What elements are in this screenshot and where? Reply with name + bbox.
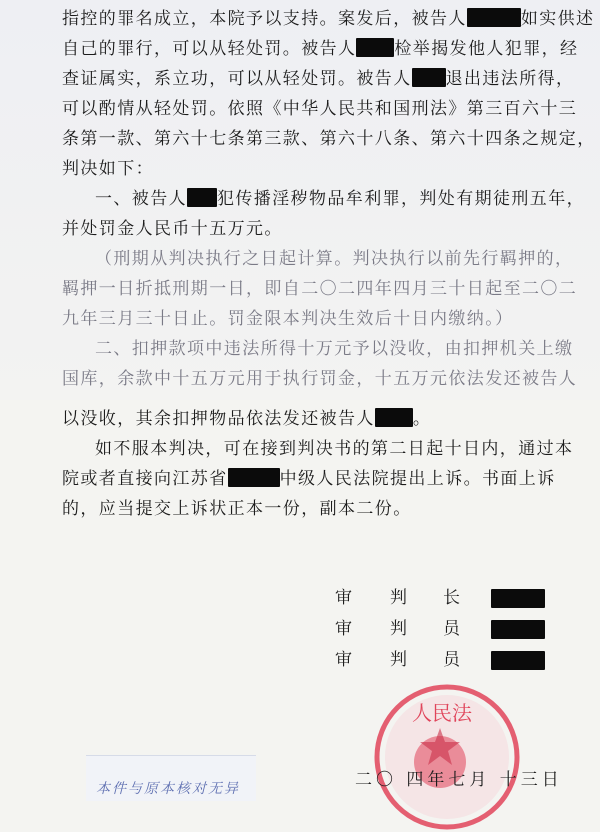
redaction-box bbox=[491, 651, 545, 670]
paragraph-line bbox=[62, 308, 514, 330]
signature-char: 判 bbox=[390, 619, 407, 639]
line-text: 检举揭发他人犯罪，经 bbox=[394, 39, 579, 59]
signature-char: 审 bbox=[335, 619, 352, 639]
paragraph-line bbox=[62, 408, 431, 430]
line-text: 二、扣押款项中违法所得十万元予以没收，由扣押机关上缴 bbox=[95, 339, 574, 359]
redaction-box bbox=[228, 468, 280, 487]
line-text: 如实供述 bbox=[520, 9, 595, 29]
line-text: 院或者直接向江苏省 bbox=[62, 469, 228, 489]
paragraph-line bbox=[62, 98, 577, 120]
line-text: 犯传播淫秽物品牟利罪，判处有期徒刑五年， bbox=[217, 189, 585, 209]
redaction-box bbox=[491, 589, 545, 608]
line-text: 的，应当提交上诉状正本一份，副本二份。 bbox=[62, 499, 412, 519]
paragraph-line bbox=[62, 498, 412, 520]
line-text: 九年三月三十日止。罚金限本判决生效后十日内缴纳。） bbox=[62, 309, 514, 329]
line-text: 国库，余款中十五万元用于执行罚金，十五万元依法发还被告人 bbox=[62, 369, 578, 389]
paragraph-line bbox=[95, 248, 573, 270]
paragraph-line bbox=[62, 278, 577, 300]
paragraph-line bbox=[62, 368, 577, 390]
paragraph-line bbox=[95, 338, 573, 360]
line-text: 指控的罪名成立，本院予以支持。案发后，被告人 bbox=[62, 9, 467, 29]
line-text: 。 bbox=[412, 409, 432, 429]
signature-char: 员 bbox=[443, 650, 460, 670]
redaction-box bbox=[412, 68, 446, 87]
line-text: （刑期从判决执行之日起计算。判决执行以前先行羁押的， bbox=[95, 249, 574, 269]
redaction-box bbox=[467, 8, 521, 27]
redaction-box bbox=[491, 620, 545, 639]
copy-stamp-text: 本件与原本核对无异 bbox=[96, 781, 240, 797]
seal-text: 人民法 bbox=[412, 701, 472, 725]
redaction-box bbox=[187, 188, 217, 207]
line-text: 中级人民法院提出上诉。书面上诉 bbox=[279, 469, 556, 489]
paragraph-line bbox=[95, 438, 573, 460]
line-text: 自己的罪行，可以从轻处罚。被告人 bbox=[62, 39, 357, 59]
judgment-date: 二〇 四年七月 十三日 bbox=[355, 770, 563, 790]
line-text: 条第一款、第六十七条第三款、第六十八条、第六十四条之规定， bbox=[62, 129, 596, 149]
signature-char: 员 bbox=[443, 619, 460, 639]
signature-char: 审 bbox=[335, 650, 352, 670]
paragraph-line bbox=[62, 128, 596, 150]
signature-char: 长 bbox=[443, 588, 460, 608]
redaction-box bbox=[356, 38, 394, 57]
paragraph-line bbox=[62, 158, 154, 180]
line-text: 可以酌情从轻处罚。依照《中华人民共和国刑法》第三百六十三 bbox=[62, 99, 578, 119]
line-text: 如不服本判决，可在接到判决书的第二日起十日内，通过本 bbox=[95, 439, 574, 459]
paragraph-line bbox=[62, 68, 574, 90]
signature-char: 审 bbox=[335, 588, 352, 608]
signature-char: 判 bbox=[390, 650, 407, 670]
paragraph-line bbox=[62, 38, 578, 60]
line-text: 并处罚金人民币十五万元。 bbox=[62, 219, 283, 239]
line-text: 一、被告人 bbox=[95, 189, 187, 209]
paragraph-line bbox=[62, 468, 556, 490]
line-text: 以没收，其余扣押物品依法发还被告人 bbox=[62, 409, 375, 429]
paragraph-line bbox=[62, 218, 283, 240]
court-seal-icon bbox=[372, 682, 522, 832]
line-text: 退出违法所得， bbox=[445, 69, 575, 89]
line-text: 羁押一日折抵刑期一日，即自二〇二四年四月三十日起至二〇二 bbox=[62, 279, 578, 299]
line-text: 查证属实，系立功，可以从轻处罚。被告人 bbox=[62, 69, 412, 89]
paragraph-line bbox=[62, 8, 594, 30]
paragraph-line bbox=[95, 188, 585, 210]
redaction-box bbox=[375, 408, 413, 427]
signature-char: 判 bbox=[390, 588, 407, 608]
line-text: 判决如下： bbox=[62, 159, 154, 179]
